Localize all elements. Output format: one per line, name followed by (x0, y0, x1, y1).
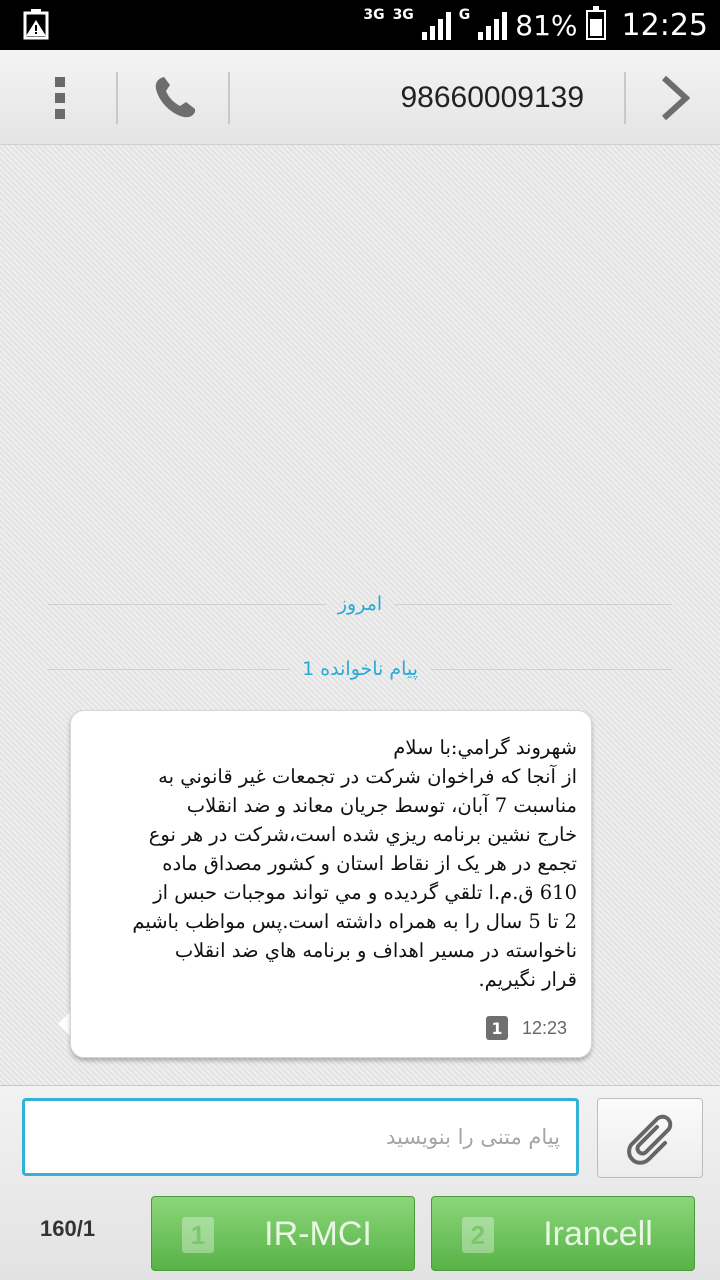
sim-badge: 1 (486, 1016, 508, 1040)
sim2-badge: 2 (462, 1217, 494, 1253)
header-divider (624, 72, 626, 124)
status-time: 12:25 (621, 7, 708, 43)
message-bubble[interactable] (70, 710, 592, 1058)
message-input[interactable] (25, 1101, 576, 1173)
sim1-badge: 1 (182, 1217, 214, 1253)
message-time: 12:23 (522, 1017, 568, 1038)
signal-icon-2 (478, 10, 507, 40)
message-line: 610 ق.م.ا تلقي گرديده و مي تواند موجبات حبس از (153, 881, 577, 904)
message-line: تجمع در هر يک از نقاط استان و کشور مصداق ماده (162, 852, 577, 875)
message-line: ناخواسته در مسير اهداف و برنامه هاي ضد انقلاب (174, 939, 577, 962)
header-divider (116, 72, 118, 124)
network-type-1: 3G (363, 7, 385, 23)
contact-number: 98660009139 (400, 81, 584, 114)
signal-icon-1 (422, 10, 451, 40)
send-sim2-button[interactable] (431, 1196, 695, 1271)
message-line: مناسبت 7 آبان، توسط جريان معاند و ضد انقلاب (186, 794, 577, 817)
notification-warning-icon (22, 8, 52, 44)
message-line: قرار نگيريم. (478, 968, 577, 991)
attach-button[interactable] (597, 1098, 703, 1178)
send-sim1-button[interactable] (151, 1196, 415, 1271)
send-sim1-label: IR-MCI (264, 1215, 372, 1253)
date-separator-label: امروز (337, 593, 383, 615)
network-type-2: 3G (392, 7, 414, 23)
conversation-header (0, 50, 720, 145)
status-bar (0, 0, 720, 50)
message-line: 2 تا 5 سال را به همراه داشته است.پس مواظب باشيم (132, 910, 577, 933)
message-line: خارج نشين برنامه ريزي شده است،شرکت در هر نوع (148, 823, 577, 846)
date-separator (48, 589, 672, 619)
network-type-3: G (458, 7, 471, 23)
message-meta (486, 1016, 567, 1040)
paperclip-icon (623, 1111, 677, 1165)
call-button[interactable] (140, 68, 212, 128)
battery-icon (586, 10, 606, 40)
message-text (101, 733, 577, 994)
header-divider (228, 72, 230, 124)
unread-separator-label: 1 پيام ناخوانده (302, 658, 418, 680)
next-button[interactable] (640, 68, 710, 128)
overflow-menu-icon[interactable] (30, 50, 90, 145)
message-line: شهروند گرامي:با سلام (393, 736, 577, 759)
send-sim2-label: Irancell (543, 1215, 653, 1253)
message-line: از آنجا که فراخوان شرکت در تجمعات غير قانوني به (158, 765, 577, 788)
battery-percent: 81% (515, 8, 578, 42)
character-counter: 160/1 (40, 1216, 96, 1241)
compose-bar (0, 1085, 720, 1280)
message-input-box[interactable] (22, 1098, 579, 1176)
chevron-right-icon (660, 75, 690, 121)
phone-icon (151, 74, 201, 122)
unread-separator (48, 654, 672, 684)
conversation-area[interactable] (0, 145, 720, 1085)
